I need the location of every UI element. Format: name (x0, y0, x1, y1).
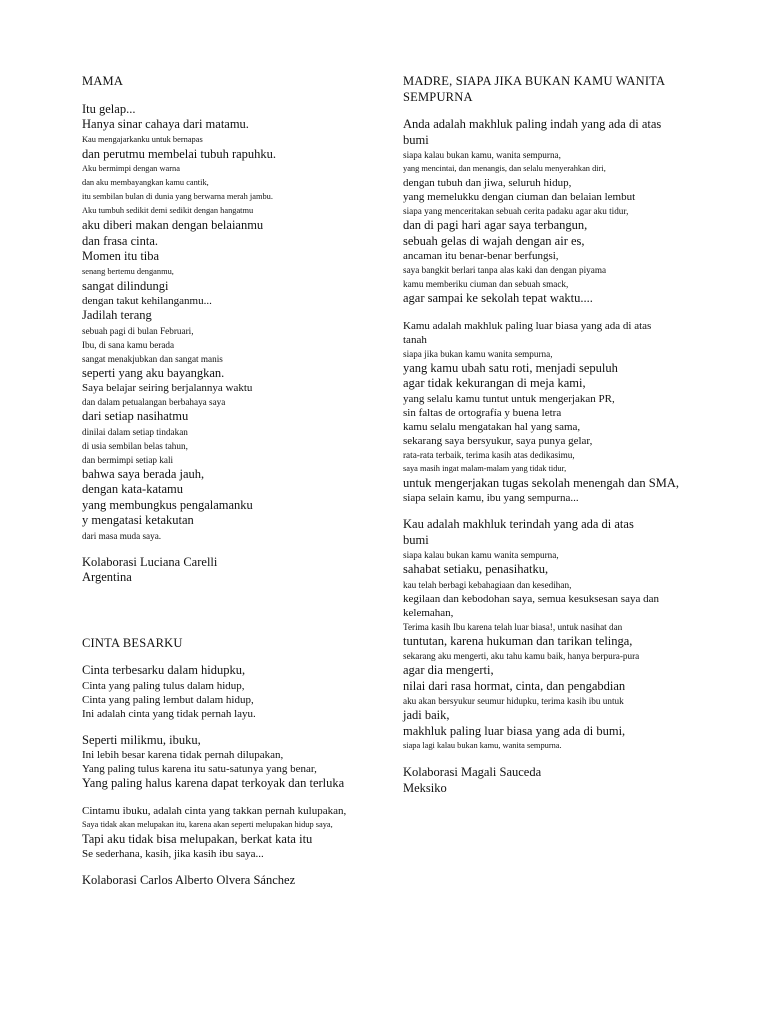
poem-line: kegilaan dan kebodohan saya, semua kesuksesan saya dan (403, 592, 659, 605)
poem-line: Kau mengajarkanku untuk bernapas (82, 134, 203, 144)
poem-line: y mengatasi ketakutan (82, 513, 194, 527)
poem-line: Kau adalah makhluk terindah yang ada di atas (403, 517, 634, 531)
poem-stanza (82, 663, 388, 721)
poem-stanza (403, 319, 725, 506)
poem-line: dinilai dalam setiap tindakan (82, 426, 188, 437)
poem-line: itu sembilan bulan di dunia yang berwarna merah jambu. (82, 192, 273, 201)
poem-line: dari setiap nasihatmu (82, 409, 189, 423)
poem-line: Saya tidak akan melupakan itu, karena akan seperti melupakan hidup saya, (82, 819, 333, 829)
poem-line: nilai dari rasa hormat, cinta, dan pengabdian (403, 678, 626, 693)
poem-line: aku diberi makan dengan belaianmu (82, 218, 264, 232)
credit-cinta-besarku: Kolaborasi Carlos Alberto Olvera Sánchez (82, 873, 296, 887)
poem-line: siapa selain kamu, ibu yang sempurna... (403, 492, 579, 504)
poem-line: agar dia mengerti, (403, 663, 494, 677)
poem-line: Hanya sinar cahaya dari matamu. (82, 117, 249, 131)
poem-line: bumi (403, 532, 429, 547)
poem-line: sin faltas de ortografía y buena letra (403, 406, 562, 419)
poem-line: sekarang saya bersyukur, saya punya gelar, (403, 434, 593, 447)
poem-line: yang membungkus pengalamanku (82, 497, 253, 512)
poem-body-mama (82, 102, 388, 543)
poem-line: dan di pagi hari agar saya terbangun, (403, 218, 588, 232)
poem-title-madre: MADRE, SIAPA JIKA BUKAN KAMU WANITA (403, 74, 666, 88)
poem-line: Cintamu ibuku, adalah cinta yang takkan pernah kulupakan, (82, 804, 347, 817)
poem-line: jadi baik, (403, 708, 450, 722)
credit-country-madre: Meksiko (403, 780, 447, 795)
poem-line: tuntutan, karena hukuman dan tarikan telinga, (403, 633, 633, 648)
poem-title-cinta-besarku: CINTA BESARKU (82, 635, 183, 650)
poem-line: Tapi aku tidak bisa melupakan, berkat kata itu (82, 831, 313, 846)
poem-line: Saya belajar seiring berjalannya waktu (82, 382, 253, 394)
poem-line: kamu selalu mengatakan hal yang sama, (403, 420, 581, 433)
poem-line: Itu gelap... (82, 101, 136, 116)
poem-line: dan perutmu membelai tubuh rapuhku. (82, 146, 277, 161)
poem-line: dari masa muda saya. (82, 530, 162, 541)
poem-line: dan aku membayangkan kamu cantik, (82, 178, 209, 187)
poem-line: senang bertemu denganmu, (82, 266, 174, 276)
poem-line: tanah (403, 333, 427, 346)
poem-stanza (82, 804, 388, 862)
poem-line: saya masih ingat malam-malam yang tidak tidur, (403, 463, 567, 473)
poem-line: Aku bermimpi dengan warna (82, 164, 180, 173)
poem-line: yang kamu ubah satu roti, menjadi sepuluh (403, 360, 618, 375)
poem-line: sahabat setiaku, penasihatku, (403, 562, 549, 576)
poem-line: Cinta terbesarku dalam hidupku, (82, 663, 246, 677)
right-column (403, 74, 725, 796)
poem-line: Seperti milikmu, ibuku, (82, 732, 201, 747)
poem-line: Aku tumbuh sedikit demi sedikit dengan hangatmu (82, 206, 254, 215)
poem-line: siapa lagi kalau bukan kamu, wanita sempurna. (403, 741, 562, 750)
poem-line: sangat dilindungi (82, 278, 169, 293)
left-column (82, 74, 388, 889)
poem-line: aku akan bersyukur seumur hidupku, terima kasih ibu untuk (403, 696, 624, 706)
poem-line: seperti yang aku bayangkan. (82, 365, 225, 380)
poem-line: bahwa saya berada jauh, (82, 466, 205, 481)
poem-line: Ini lebih besar karena tidak pernah dilupakan, (82, 749, 284, 761)
poem-line: yang memelukku dengan ciuman dan belaian lembut (403, 191, 636, 203)
poem-line: ancaman itu benar-benar berfungsi, (403, 250, 559, 262)
poem-line: yang mencintai, dan menangis, dan selalu menyerahkan diri, (403, 164, 606, 173)
poem-line: rata-rata terbaik, terima kasih atas dedikasimu, (403, 449, 575, 460)
poem-line: di usia sembilan belas tahun, (82, 440, 188, 451)
credit-country-mama: Argentina (82, 570, 132, 584)
poem-line: siapa yang menceritakan sebuah cerita padaku agar aku tidur, (403, 206, 629, 216)
poem-line: untuk mengerjakan tugas sekolah menengah dan SMA, (403, 475, 679, 490)
poem-line: siapa kalau bukan kamu wanita sempurna, (403, 550, 559, 560)
poem-line: sebuah gelas di wajah dengan air es, (403, 233, 585, 248)
poem-line: yang selalu kamu tuntut untuk mengerjakan PR, (403, 392, 615, 405)
credit-mama: Kolaborasi Luciana Carelli (82, 554, 218, 569)
poem-stanza (403, 117, 725, 307)
poem-line: Ibu, di sana kamu berada (82, 339, 175, 350)
poem-line: Anda adalah makhluk paling indah yang ada di atas (403, 117, 662, 131)
poem-line: dengan kata-katamu (82, 482, 183, 496)
poem-line: kau telah berbagi kebahagiaan dan kesedihan, (403, 579, 572, 590)
poem-title-madre-cont: SEMPURNA (403, 89, 473, 104)
poem-title-mama: MAMA (82, 74, 124, 88)
poem-line: kelemahan, (403, 606, 454, 619)
poem-line: Yang paling tulus karena itu satu-satunya yang benar, (82, 763, 317, 775)
poem-line: Jadilah terang (82, 308, 152, 322)
poem-line: Cinta yang paling tulus dalam hidup, (82, 679, 245, 692)
poem-line: sangat menakjubkan dan sangat manis (82, 353, 223, 364)
poem-line: Momen itu tiba (82, 249, 160, 263)
poem-line: agar tidak kekurangan di meja kami, (403, 376, 586, 390)
poem-line: sebuah pagi di bulan Februari, (82, 325, 194, 336)
credit-madre: Kolaborasi Magali Sauceda (403, 765, 542, 779)
poem-line: Cinta yang paling lembut dalam hidup, (82, 693, 254, 706)
poem-line: agar sampai ke sekolah tepat waktu.... (403, 291, 593, 305)
poem-line: dengan takut kehilanganmu... (82, 295, 212, 307)
poem-line: makhluk paling luar biasa yang ada di bumi, (403, 723, 626, 738)
poem-line: siapa jika bukan kamu wanita sempurna, (403, 348, 553, 359)
poem-line: dengan tubuh dan jiwa, seluruh hidup, (403, 177, 572, 189)
poem-line: saya bangkit berlari tanpa alas kaki dan dengan piyama (403, 265, 607, 275)
poem-line: sekarang aku mengerti, aku tahu kamu baik, hanya berpura-pura (403, 651, 640, 661)
poem-line: Yang paling halus karena dapat terkoyak dan terluka (82, 776, 345, 790)
poem-line: dan frasa cinta. (82, 233, 159, 248)
poem-line: dan bermimpi setiap kali (82, 454, 174, 465)
poem-line: Terima kasih Ibu karena telah luar biasa!, untuk nasihat dan (403, 621, 623, 632)
poem-line: bumi (403, 132, 429, 147)
poem-line: Ini adalah cinta yang tidak pernah layu. (82, 707, 256, 720)
poem-line: siapa kalau bukan kamu, wanita sempurna, (403, 150, 561, 160)
poem-line: dan dalam petualangan berbahaya saya (82, 397, 226, 407)
poem-line: Kamu adalah makhluk paling luar biasa yang ada di atas (403, 319, 652, 332)
poem-line: Se sederhana, kasih, jika kasih ibu saya... (82, 848, 264, 860)
poem-line: kamu memberiku ciuman dan sebuah smack, (403, 279, 569, 289)
poem-stanza (82, 733, 388, 792)
poem-stanza (403, 517, 725, 753)
